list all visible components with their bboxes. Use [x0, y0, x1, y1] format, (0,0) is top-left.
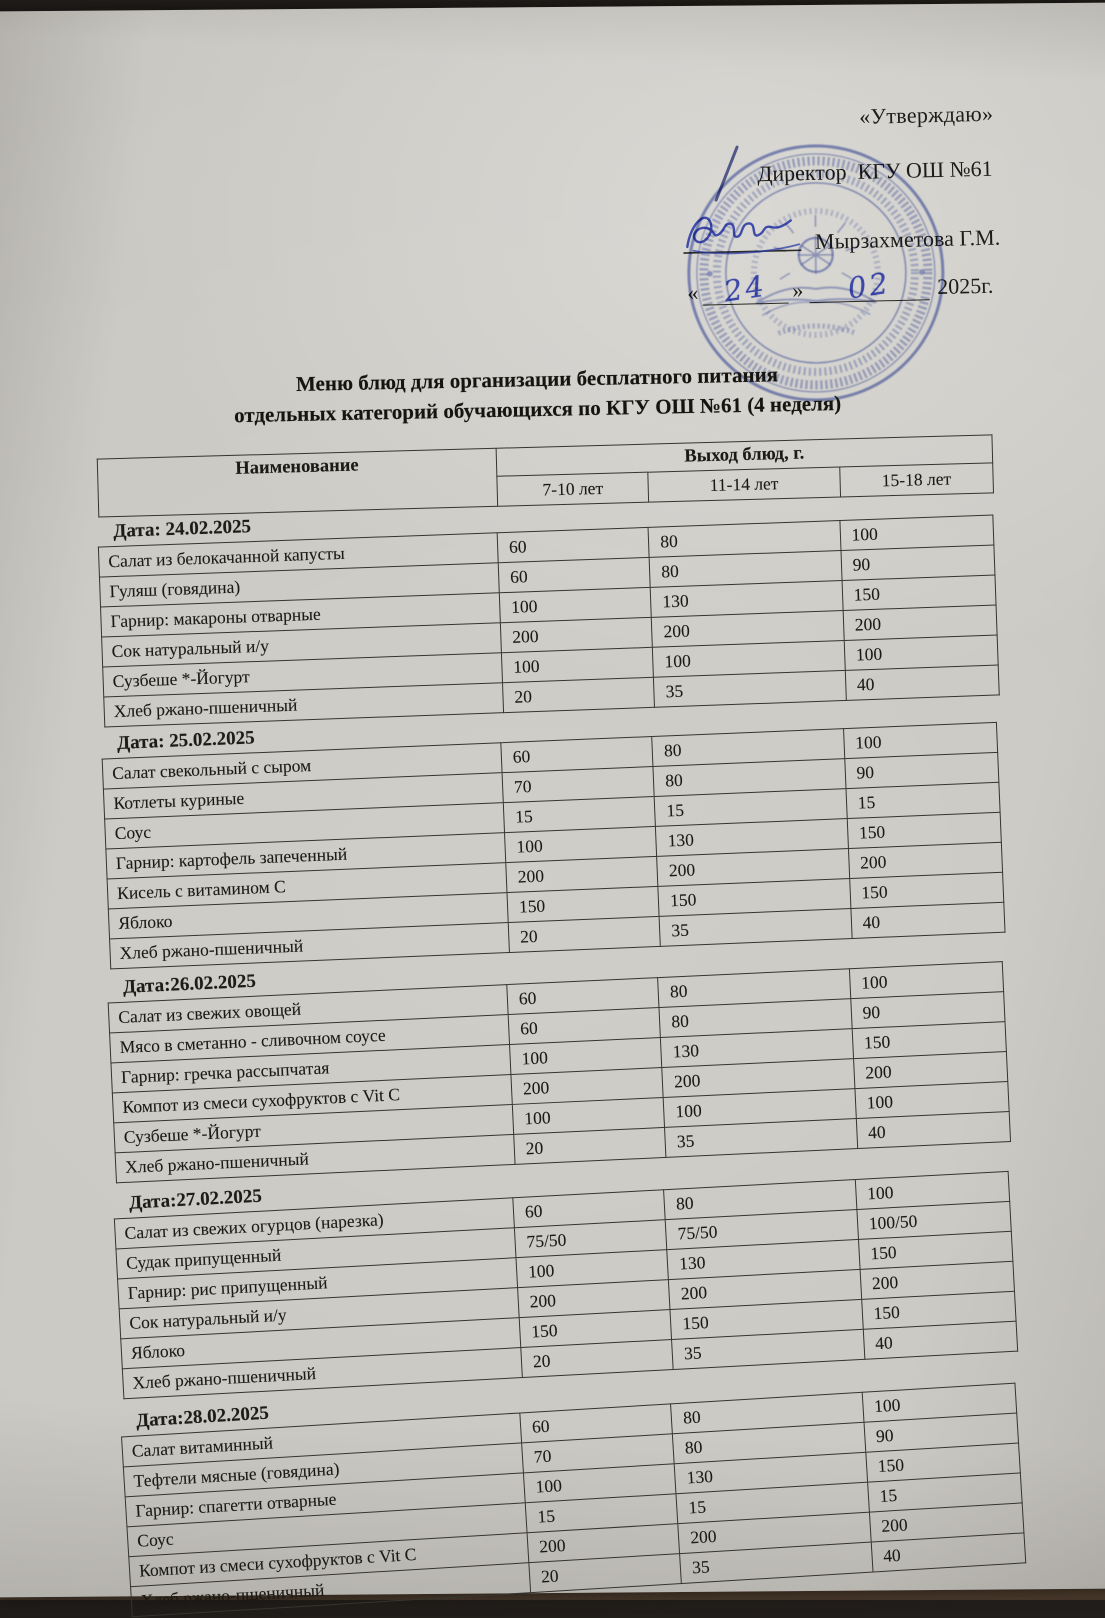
portion-cell: 200: [678, 1512, 871, 1553]
portion-cell: 90: [844, 752, 998, 788]
dish-name-cell: Салат витаминный: [122, 1413, 522, 1467]
portion-cell: 80: [652, 729, 844, 767]
portion-cell: 200: [860, 1261, 1015, 1299]
portion-cell: 35: [654, 670, 846, 707]
menu-table: [102, 722, 1006, 970]
portion-cell: 35: [665, 1119, 858, 1158]
portion-cell: 90: [864, 1413, 1019, 1452]
dish-name-cell: Котлеты куриные: [103, 773, 503, 819]
portion-cell: 80: [648, 521, 840, 558]
dish-name-cell: Компот из смеси сухофруктов с Vit C: [129, 1533, 529, 1587]
portion-cell: 100: [855, 1171, 1010, 1209]
title-line-2: отдельных категорий обучающихся по КГУ ОШ №61 (4 неделя): [233, 391, 842, 428]
dish-name-cell: Гарнир: гречка рассыпчатая: [111, 1045, 511, 1093]
dish-name-cell: Хлеб ржано-пшеничный: [131, 1563, 531, 1617]
date-label: Дата: 25.02.2025: [116, 727, 256, 754]
portion-cell: 100: [516, 1250, 669, 1288]
portion-cell: 40: [856, 1111, 1011, 1148]
portion-cell: 90: [841, 545, 995, 580]
dish-name-cell: Хлеб ржано-пшеничный: [110, 923, 510, 969]
portion-cell: 200: [527, 1524, 680, 1563]
portion-cell: 100: [504, 826, 656, 862]
date-label: Дата: 24.02.2025: [112, 516, 252, 543]
dish-name-cell: Салат свекольный с сыром: [102, 743, 502, 789]
document-paper: [0, 3, 1105, 1611]
portion-cell: 20: [508, 916, 660, 952]
dish-name-cell: Салат из свежих овощей: [108, 985, 508, 1033]
portion-cell: 200: [506, 856, 658, 892]
portion-cell: 150: [670, 1299, 863, 1339]
dish-name-cell: Судак припущенный: [116, 1228, 516, 1279]
age-col-15-18: 15-18 лет: [839, 463, 993, 497]
portion-cell: 35: [672, 1329, 865, 1369]
portion-cell: 80: [659, 999, 852, 1038]
portion-cell: 60: [513, 1190, 666, 1228]
portion-cell: 60: [501, 737, 653, 773]
portion-cell: 60: [507, 978, 660, 1015]
approval-block: [621, 100, 1008, 307]
menu-table: [98, 515, 1000, 728]
age-col-7-10: 7-10 лет: [497, 472, 649, 506]
portion-cell: 15: [867, 1473, 1022, 1512]
approval-date-row: [625, 265, 1008, 309]
portion-cell: 15: [654, 789, 846, 827]
dish-name-cell: Соус: [127, 1503, 527, 1557]
portion-cell: 130: [674, 1452, 867, 1493]
portion-cell: 200: [848, 842, 1002, 878]
portion-cell: 150: [861, 1291, 1016, 1329]
portion-cell: 150: [865, 1443, 1020, 1482]
portion-cell: 20: [521, 1340, 674, 1378]
portion-cell: 60: [520, 1404, 673, 1443]
portion-cell: 200: [657, 849, 849, 887]
menu-tables: [0, 443, 1099, 1618]
portion-cell: 100: [840, 515, 994, 550]
portion-cell: 80: [671, 1392, 864, 1433]
dish-name-cell: Гуляш (говядина): [99, 563, 499, 607]
dish-name-cell: Гарнир: макароны отварные: [101, 593, 501, 637]
portion-cell: 100: [855, 1082, 1010, 1119]
portion-cell: 60: [498, 557, 650, 592]
dish-name-cell: Тефтели мясные (говядина): [123, 1443, 523, 1497]
dish-name-cell: Салат из свежих огурцов (нарезка): [114, 1198, 514, 1249]
close-quote: »: [792, 277, 804, 303]
portion-cell: 130: [667, 1239, 860, 1279]
portion-cell: 100/50: [857, 1201, 1012, 1239]
portion-cell: 200: [662, 1059, 855, 1098]
director-name: Мырзахметова Г.М.: [814, 224, 1001, 254]
dish-name-cell: Сузбеше *-Йогурт: [114, 1104, 514, 1152]
portion-cell: 90: [850, 992, 1005, 1029]
portion-cell: 200: [669, 1269, 862, 1309]
portion-cell: 75/50: [514, 1220, 667, 1258]
portion-cell: 150: [507, 886, 659, 922]
portion-cell: 80: [658, 969, 851, 1008]
dish-name-cell: Компот из смеси сухофруктов с Vit C: [112, 1074, 512, 1122]
portion-cell: 35: [680, 1542, 873, 1583]
portion-cell: 150: [858, 1231, 1013, 1269]
portion-cell: 100: [844, 635, 998, 670]
portion-cell: 150: [658, 879, 850, 917]
portion-cell: 130: [656, 819, 848, 857]
portion-cell: 100: [849, 962, 1004, 999]
dish-name-cell: Сок натуральный и/у: [102, 623, 502, 667]
portion-cell: 40: [863, 1321, 1018, 1359]
portion-cell: 130: [650, 581, 842, 618]
portion-cell: 75/50: [665, 1210, 858, 1250]
dish-name-cell: Яблоко: [108, 893, 508, 939]
portion-cell: 40: [871, 1533, 1026, 1572]
portion-cell: 20: [529, 1554, 682, 1593]
portion-cell: 100: [523, 1464, 676, 1503]
portion-cell: 70: [522, 1434, 675, 1473]
director-signature: [678, 202, 811, 257]
dish-name-cell: Гарнир: рис припущенный: [118, 1258, 518, 1309]
portion-cell: 150: [847, 812, 1001, 848]
portion-cell: 200: [843, 605, 997, 640]
dish-name-cell: Кисель с витамином С: [107, 863, 507, 909]
portion-cell: 40: [845, 665, 999, 700]
director-line: Директор КГУ ОШ №61: [756, 155, 993, 187]
name-column-header: Наименование: [97, 448, 497, 517]
portion-cell: 200: [500, 617, 652, 652]
portion-cell: 200: [651, 610, 843, 647]
approve-label: «Утверждаю»: [858, 100, 994, 129]
portion-cell: 60: [508, 1008, 661, 1045]
dish-name-cell: Хлеб ржано-пшеничный: [122, 1348, 522, 1399]
portion-cell: 100: [862, 1383, 1017, 1422]
portion-cell: 20: [514, 1127, 667, 1164]
dish-name-cell: Салат из белокачанной капусты: [98, 533, 498, 577]
menu-section-24-02: [97, 482, 1095, 727]
document-title: [0, 353, 1090, 435]
portion-cell: 70: [502, 766, 654, 802]
portion-cell: 100: [512, 1097, 665, 1134]
portion-cell: 150: [842, 575, 996, 610]
portion-cell: 200: [517, 1280, 670, 1318]
portion-cell: 100: [663, 1089, 856, 1128]
year-label: 2025г.: [936, 272, 994, 300]
portion-cell: 100: [501, 647, 653, 682]
portion-cell: 200: [853, 1052, 1008, 1089]
signature-icon: [678, 202, 811, 257]
date-label: Дата:27.02.2025: [128, 1185, 263, 1214]
portion-cell: 15: [846, 782, 1000, 818]
open-quote: «: [687, 279, 699, 305]
day-blank-line: [702, 268, 789, 309]
portion-cell: 35: [659, 909, 851, 947]
portion-cell: 80: [664, 1180, 857, 1220]
portion-cell: 20: [502, 677, 654, 712]
date-label: Дата:26.02.2025: [122, 970, 257, 998]
portion-cell: 100: [499, 587, 651, 622]
portion-cell: 150: [852, 1022, 1007, 1059]
dish-name-cell: Яблоко: [121, 1318, 521, 1369]
portion-cell: 80: [673, 1422, 866, 1463]
portion-cell: 80: [653, 759, 845, 797]
handwritten-month: 02: [845, 265, 893, 306]
date-label: Дата:28.02.2025: [135, 1402, 270, 1432]
dish-name-cell: Хлеб ржано-пшеничный: [115, 1134, 515, 1182]
portion-cell: 150: [849, 872, 1003, 908]
title-line-1: Меню блюд для организации бесплатного питания: [295, 362, 779, 396]
month-blank-line: [809, 265, 930, 306]
dish-name-cell: Сок натуральный и/у: [119, 1288, 519, 1339]
portion-cell: 200: [869, 1503, 1024, 1542]
portion-cell: 15: [503, 796, 655, 832]
portion-cell: 40: [851, 902, 1005, 938]
age-col-11-14: 11-14 лет: [648, 467, 840, 502]
portion-cell: 130: [661, 1029, 854, 1068]
portion-cell: 15: [525, 1494, 678, 1533]
handwritten-day: 24: [721, 268, 769, 309]
portion-cell: 60: [497, 527, 649, 562]
portion-cell: 100: [843, 722, 997, 758]
portion-cell: 150: [519, 1310, 672, 1348]
dish-name-cell: Гарнир: спагетти отварные: [125, 1473, 525, 1527]
dish-name-cell: Хлеб ржано-пшеничный: [104, 683, 504, 727]
menu-section-25-02: [100, 689, 1097, 969]
portion-cell: 80: [649, 551, 841, 588]
portion-cell: 100: [653, 640, 845, 677]
portion-cell: 200: [511, 1068, 664, 1105]
output-column-header: Выход блюд, г.: [496, 435, 993, 476]
portion-cell: 100: [509, 1038, 662, 1075]
portion-cell: 15: [676, 1482, 869, 1523]
dish-name-cell: Мясо в сметанно - сливочном соусе: [110, 1015, 510, 1063]
signature-row: [623, 197, 1006, 258]
dish-name-cell: Гарнир: картофель запеченный: [106, 833, 506, 879]
dish-name-cell: Соус: [105, 803, 505, 849]
dish-name-cell: Сузбеше *-Йогурт: [103, 653, 503, 697]
